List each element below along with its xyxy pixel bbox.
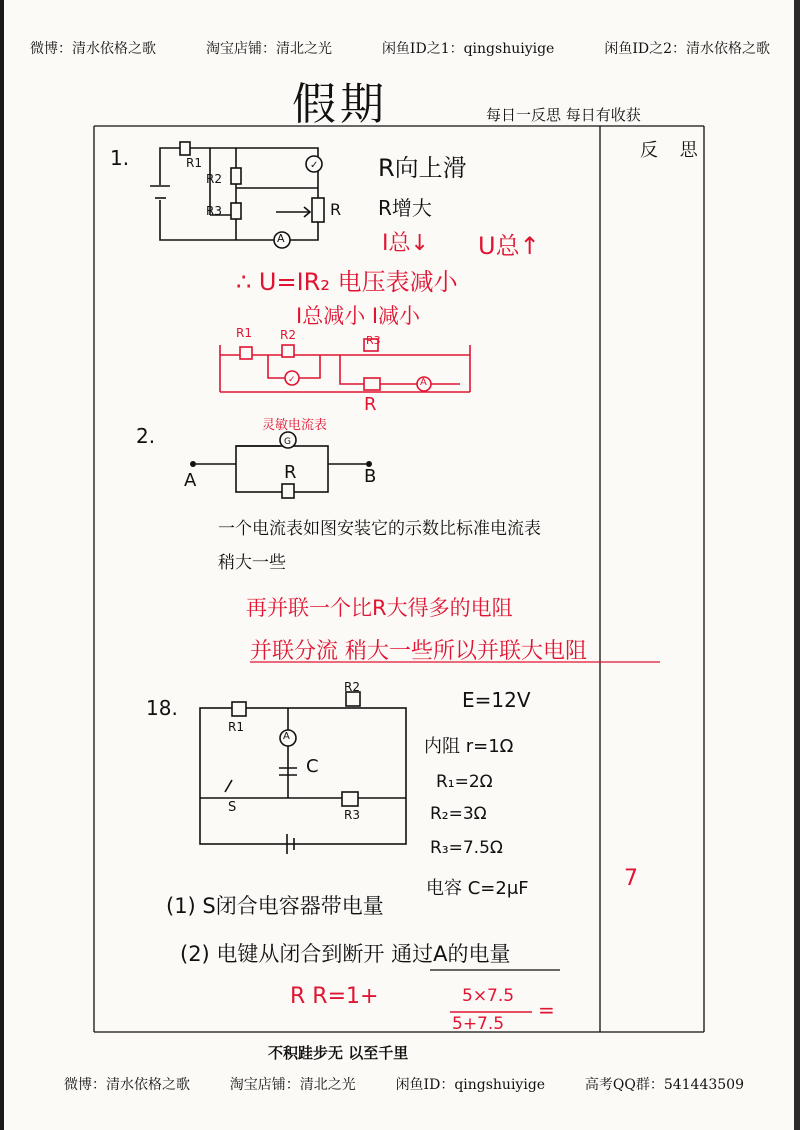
given-internal-resistance: 内阻 r=1Ω <box>424 736 514 757</box>
header-taobao: 淘宝店铺：清北之光 <box>205 41 332 57</box>
problem-1-number: 1. <box>110 146 130 170</box>
given-r2: R₂=3Ω <box>430 804 487 824</box>
circuit-18-capacitor-label: C <box>306 756 319 777</box>
footer-taobao: 淘宝店铺：清北之光 <box>229 1077 356 1093</box>
footer-qq: 高考QQ群：541443509 <box>584 1077 744 1093</box>
work-r-equation: R R=1+ <box>290 984 379 1009</box>
circuit-18-r2-label: R2 <box>344 680 360 694</box>
given-capacitance: 电容 C=2μF <box>426 878 529 899</box>
redraw-r2-label: R2 <box>280 328 296 342</box>
problem-1-red-note-2: I总减小 I减小 <box>296 304 421 328</box>
circuit-18-r1-label: R1 <box>228 720 244 734</box>
footer-xianyu: 闲鱼ID：qingshuiyige <box>395 1077 546 1093</box>
circuit-1-voltmeter-symbol: ✓ <box>310 160 319 171</box>
problem-2-red-answer-1: 再并联一个比R大得多的电阻 <box>246 596 513 620</box>
problem-1-note-i-total: I总↓ <box>382 231 429 256</box>
problem-2-red-answer-2: 并联分流 稍大一些所以并联大电阻 <box>250 639 587 664</box>
circuit-1-ammeter-label: A <box>277 232 285 245</box>
footer-weibo: 微博：清水依格之歌 <box>64 1077 190 1093</box>
node-a-dot <box>190 461 196 467</box>
circuit-1-r-label: R <box>330 200 342 219</box>
footer-bar <box>64 1074 744 1094</box>
redraw-r3-label: R3 <box>366 334 381 347</box>
header-xianyu-2: 闲鱼ID之2：清水依格之歌 <box>604 41 770 57</box>
work-equals: = <box>538 998 555 1022</box>
problem-2-meter-note: 灵敏电流表 <box>262 418 328 433</box>
given-r1: R₁=2Ω <box>436 772 493 792</box>
question-1: (1) S闭合电容器带电量 <box>166 894 384 918</box>
circuit-2 <box>196 432 366 498</box>
circuit-18-ammeter-label: A <box>283 731 290 742</box>
problem-1-note-r-increase: R增大 <box>378 196 432 220</box>
motto: 不积跬步无 以至千里 <box>268 1044 409 1062</box>
circuit-1-r1-label: R1 <box>186 156 202 170</box>
circuit-2-r-label: R <box>284 462 297 483</box>
circuit-1 <box>150 142 324 248</box>
problem-2-text-1: 一个电流表如图安装它的示数比标准电流表 <box>218 519 541 539</box>
problem-1-note-slide: R向上滑 <box>378 154 467 182</box>
circuit-2-meter-symbol: G <box>284 437 291 447</box>
circuit-18 <box>200 692 406 854</box>
node-a-label: A <box>184 470 197 491</box>
problem-2-number: 2. <box>136 424 156 448</box>
circuit-18-switch-label: S <box>228 800 237 815</box>
header-weibo: 微博：清水依格之歌 <box>30 41 156 57</box>
work-denominator: 5+7.5 <box>452 1014 505 1034</box>
redraw-r1-label: R1 <box>236 326 252 340</box>
reflection-margin-mark: 7 <box>624 866 638 891</box>
problem-18-number: 18. <box>146 696 178 720</box>
given-emf: E=12V <box>462 688 531 712</box>
circuit-18-r3-label: R3 <box>344 808 360 822</box>
circuit-1-redraw <box>220 339 470 392</box>
problem-2-text-2: 稍大一些 <box>218 553 286 573</box>
problem-1-note-u-total: U总↑ <box>478 232 540 260</box>
given-r3: R₃=7.5Ω <box>430 838 503 858</box>
redraw-ammeter-label: A <box>420 377 427 388</box>
header-xianyu-1: 闲鱼ID之1：qingshuiyige <box>381 41 555 57</box>
work-numerator: 5×7.5 <box>462 986 515 1006</box>
redraw-r-label: R <box>364 394 377 415</box>
circuit-1-r2-label: R2 <box>206 172 222 186</box>
slogan: 每日一反思 每日有收获 <box>486 106 641 124</box>
circuit-1-redraw-voltmeter-symbol: ✓ <box>288 375 296 385</box>
page-title: 假期 <box>292 79 388 130</box>
question-2: (2) 电键从闭合到断开 通过A的电量 <box>180 942 511 966</box>
problem-1-red-note-1: ∴ U=IR₂ 电压表减小 <box>236 268 458 296</box>
circuit-1-r3-label: R3 <box>206 204 222 218</box>
node-b-label: B <box>364 466 377 487</box>
reflection-column-label: 反 思 <box>640 140 706 161</box>
